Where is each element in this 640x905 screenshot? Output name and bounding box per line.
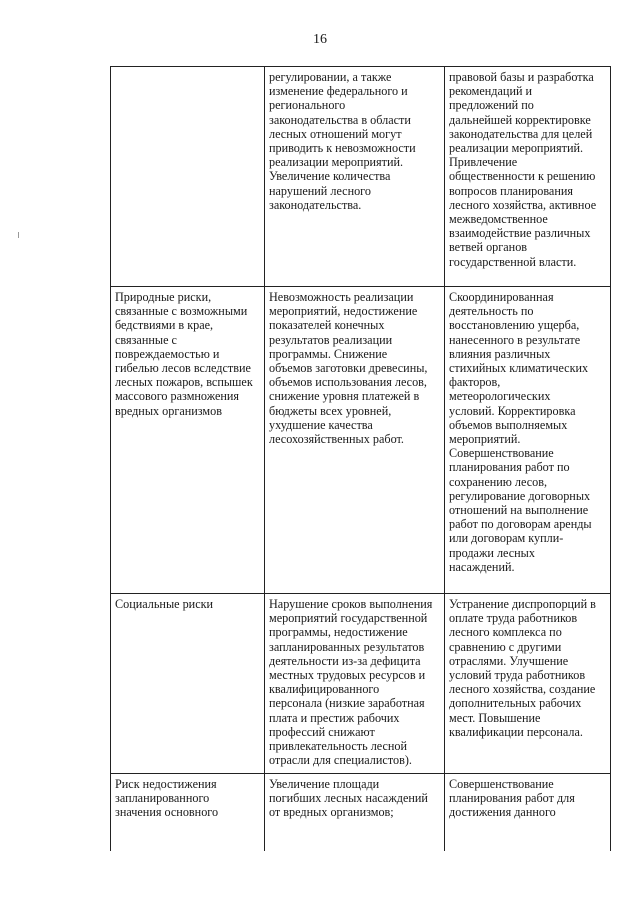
page-number: 16 (313, 32, 327, 47)
measures-cell: правовой базы и разработка рекомендаций и предложений по дальнейшей корректировке законодательства для целей реализации мероприятий. Привлечение общественности к решению вопросов планирования лесного хозяйства, активное межведомственное взаимодействие различных ветвей органов государственной власти. (445, 67, 611, 287)
risk-cell: Природные риски, связанные с возможными бедствиями в крае, связанные с повреждаемостью и гибелью лесов вследствие лесных пожаров, вспышек массового размножения вредных организмов (111, 287, 265, 594)
risk-table (110, 66, 611, 851)
consequences-cell: Нарушение сроков выполнения мероприятий государственной программы, недостижение запланированных результатов деятельности из-за дефицита местных трудовых ресурсов и квалифицированного персонала (низкие заработная плата и престиж рабочих профессий снижают привлекательность лесной отрасли для специалистов). (265, 594, 445, 774)
table-row (111, 287, 611, 594)
table-row (111, 67, 611, 287)
measures-cell: Совершенствование планирования работ для достижения данного (445, 774, 611, 852)
table-row (111, 774, 611, 852)
table-row (111, 594, 611, 774)
consequences-cell: регулировании, а также изменение федерального и регионального законодательства в области лесных отношений могут приводить к невозможности реализации мероприятий. Увеличение количества нарушений лесного законодательства. (265, 67, 445, 287)
scan-mark (18, 232, 19, 238)
risk-cell (111, 67, 265, 287)
consequences-cell: Невозможность реализации мероприятий, недостижение показателей конечных результатов реализации программы. Снижение объемов заготовки древесины, объемов использования лесов, снижение уровня платежей в бюджеты всех уровней, ухудшение качества лесохозяйственных работ. (265, 287, 445, 594)
measures-cell: Скоординированная деятельность по восстановлению ущерба, нанесенного в результате влияния различных стихийных климатических факторов, метеорологических условий. Корректировка объемов выполняемых мероприятий. Совершенствование планирования работ по сохранению лесов, регулирование договорных отношений на выполнение работ по договорам аренды или договорам купли- продажи лесных насаждений. (445, 287, 611, 594)
risk-cell: Социальные риски (111, 594, 265, 774)
risk-cell: Риск недостижения запланированного значения основного (111, 774, 265, 852)
measures-cell: Устранение диспропорций в оплате труда работников лесного комплекса по сравнению с другими отраслями. Улучшение условий труда работников лесного хозяйства, создание дополнительных рабочих мест. Повышение квалификации персонала. (445, 594, 611, 774)
consequences-cell: Увеличение площади погибших лесных насаждений от вредных организмов; (265, 774, 445, 852)
